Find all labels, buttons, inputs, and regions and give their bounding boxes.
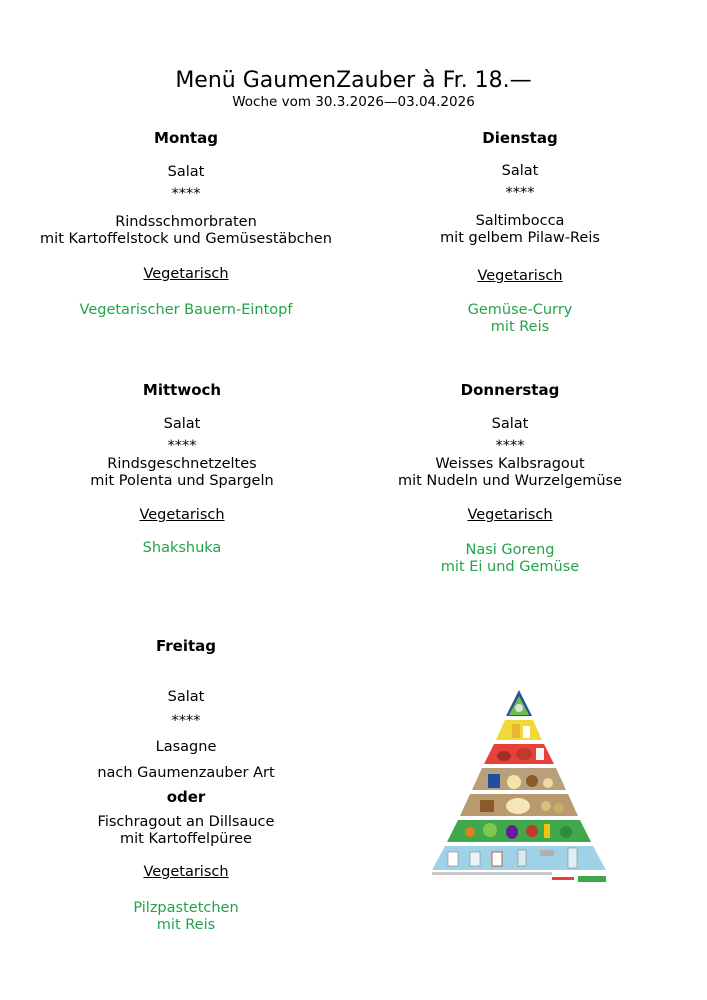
pyramid-item: [543, 778, 553, 788]
day-name: Mittwoch: [142, 381, 222, 399]
day-dienstag: [340, 130, 700, 340]
pyramid-item: [483, 823, 497, 837]
vegetarian-heading: Vegetarisch: [467, 507, 553, 523]
pyramid-item: [465, 827, 475, 837]
vegetarian-dish-line-1: Pilzpastetchen: [133, 900, 239, 916]
pyramid-item: [523, 726, 530, 738]
main-dish-line-1: Rindsgeschnetzeltes: [107, 456, 257, 472]
pyramid-item: [526, 775, 538, 787]
or-label: oder: [166, 788, 206, 806]
pyramid-item: [515, 704, 523, 712]
starter: Salat: [491, 416, 529, 432]
main-dish-line-1: Lasagne: [155, 739, 217, 755]
vegetarian-dish-line-1: Vegetarischer Bauern-Eintopf: [79, 302, 293, 318]
vegetarian-dish-line-1: Nasi Goreng: [465, 542, 555, 558]
pyramid-item: [560, 826, 572, 838]
main-dish-line-2: mit Nudeln und Wurzelgemüse: [397, 473, 623, 489]
pyramid-item: [480, 800, 494, 812]
separator: ****: [505, 185, 535, 201]
main-dish-line-2: mit Kartoffelstock und Gemüsestäbchen: [40, 231, 332, 247]
pyramid-item: [506, 825, 518, 839]
vegetarian-dish-line-2: mit Reis: [156, 917, 216, 933]
pyramid-item: [448, 852, 458, 866]
day-name: Donnerstag: [460, 381, 560, 399]
pyramid-item: [506, 798, 530, 814]
food-pyramid-icon: [428, 688, 610, 884]
main-dish-line-1: Saltimbocca: [475, 213, 565, 229]
separator: ****: [171, 186, 201, 202]
vegetarian-heading: Vegetarisch: [143, 864, 229, 880]
pyramid-item: [568, 848, 577, 868]
vegetarian-heading: Vegetarisch: [139, 507, 225, 523]
pyramid-item: [512, 724, 520, 738]
starter: Salat: [167, 689, 205, 705]
main-dish-line-2: mit Polenta und Spargeln: [90, 473, 274, 489]
pyramid-item: [516, 748, 532, 760]
vegetarian-dish-line-1: Gemüse-Curry: [467, 302, 573, 318]
pyramid-item: [540, 850, 554, 856]
alt-dish-line-2: mit Kartoffelpüree: [120, 831, 252, 847]
pyramid-item: [470, 852, 480, 866]
separator: ****: [167, 438, 197, 454]
pyramid-item: [536, 748, 544, 760]
pyramid-footer-logo: [578, 876, 606, 882]
separator: ****: [171, 713, 201, 729]
vegetarian-dish-line-1: Shakshuka: [142, 540, 222, 556]
starter: Salat: [501, 163, 539, 179]
pyramid-item: [526, 825, 538, 837]
separator: ****: [495, 438, 525, 454]
vegetarian-dish-line-2: mit Reis: [490, 319, 550, 335]
pyramid-item: [497, 751, 511, 761]
pyramid-item: [488, 774, 500, 788]
vegetarian-dish-line-2: mit Ei und Gemüse: [440, 559, 580, 575]
day-name: Dienstag: [482, 129, 558, 147]
day-mittwoch: [2, 382, 362, 562]
alt-dish-line-1: Fischragout an Dillsauce: [97, 814, 275, 830]
page-title: Menü GaumenZauber à Fr. 18.—: [175, 68, 532, 93]
pyramid-item: [544, 824, 550, 838]
page-subtitle: Woche vom 30.3.2026—03.04.2026: [232, 94, 475, 110]
pyramid-item: [554, 803, 564, 813]
main-dish-line-2: nach Gaumenzauber Art: [97, 765, 275, 781]
pyramid-item: [492, 852, 502, 866]
pyramid-item: [518, 850, 526, 866]
main-dish-line-1: Rindsschmorbraten: [115, 214, 257, 230]
day-name: Freitag: [155, 637, 217, 655]
starter: Salat: [167, 164, 205, 180]
pyramid-footer-slogan: [552, 877, 574, 880]
pyramid-item: [507, 775, 521, 789]
day-freitag: [6, 638, 366, 938]
day-donnerstag: [330, 382, 690, 582]
vegetarian-heading: Vegetarisch: [143, 266, 229, 282]
starter: Salat: [163, 416, 201, 432]
main-dish-line-2: mit gelbem Pilaw-Reis: [440, 230, 600, 246]
day-montag: [6, 130, 366, 330]
pyramid-footer-text: [432, 872, 552, 875]
vegetarian-heading: Vegetarisch: [477, 268, 563, 284]
day-name: Montag: [154, 129, 218, 147]
pyramid-item: [541, 801, 551, 811]
main-dish-line-1: Weisses Kalbsragout: [435, 456, 585, 472]
